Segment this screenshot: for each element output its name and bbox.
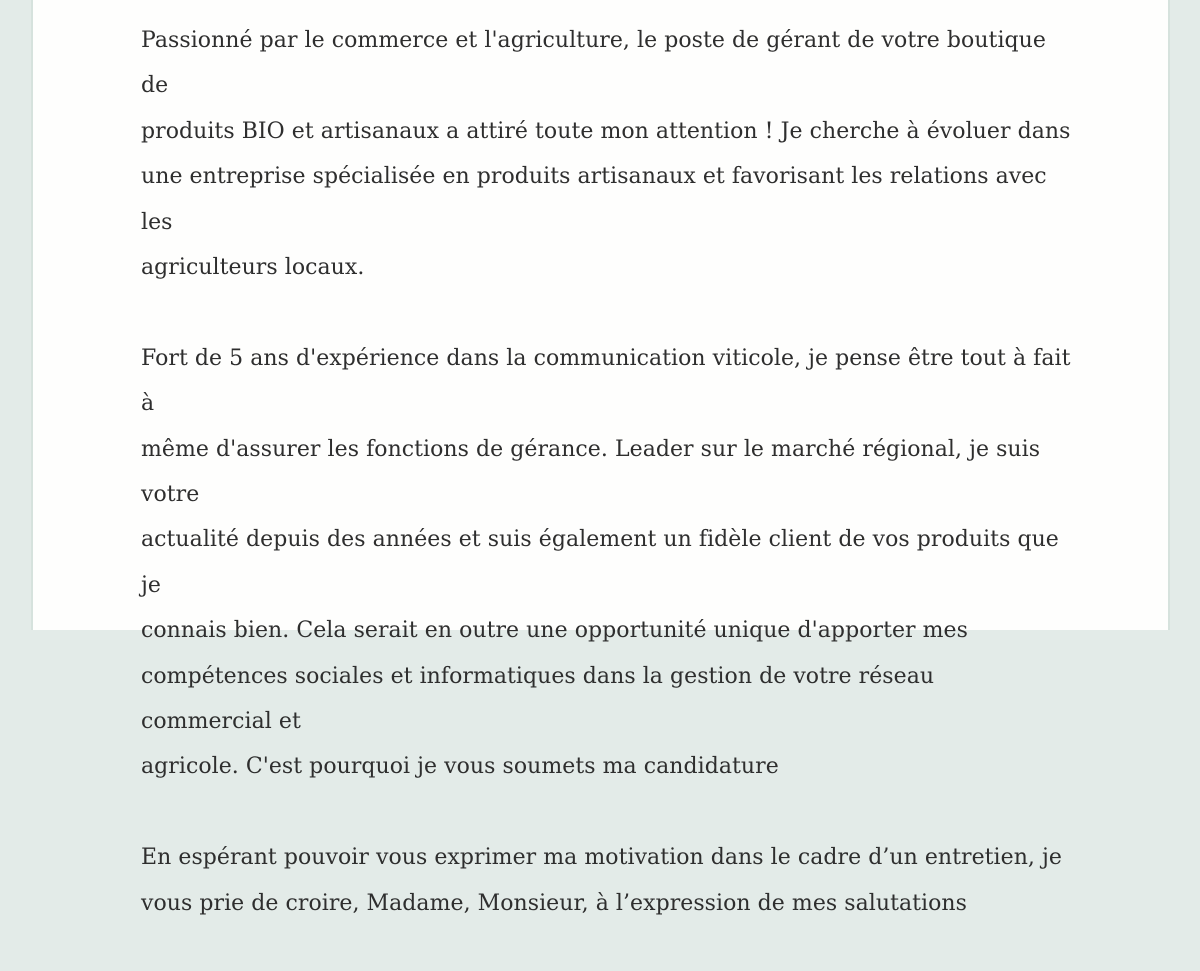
paragraph-closing: En espérant pouvoir vous exprimer ma motivation dans le cadre d’un entretien, je vous prie de croire, Madame, Monsieur, à l’expression de mes salutations [141,845,1062,916]
paragraph-motivation: Passionné par le commerce et l'agriculture, le poste de gérant de votre boutique de produits BIO et artisanaux a attiré toute mon attention ! Je cherche à évoluer dans une entreprise spécialisée en produits artisanaux et favorisant les relations avec les agriculteurs locaux. [141,28,1071,281]
letter-page [31,0,1170,916]
letter-body [141,18,1071,971]
paragraph-experience: Fort de 5 ans d'expérience dans la communication viticole, je pense être tout à fait à même d'assurer les fonctions de gérance. Leader sur le marché régional, je suis votre actualité depuis des années et suis également un fidèle client de vos produits que je connais bien. Cela serait en outre une opportunité unique d'apporter mes compétences sociales et informatiques dans la gestion de votre réseau commercial et agricole. C'est pourquoi je vous soumets ma candidature [141,345,1071,780]
